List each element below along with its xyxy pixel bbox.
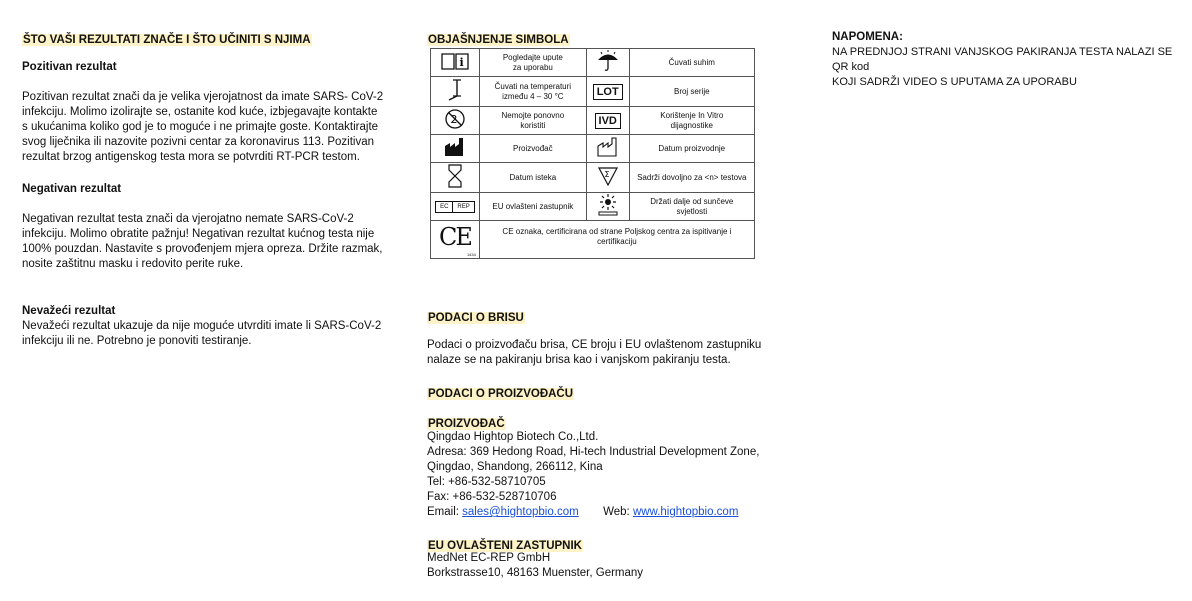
text-line: Nevažeći rezultat ukazuje da nije moguće utvrditi imate li SARS-CoV-2 bbox=[22, 320, 382, 332]
table-row bbox=[431, 107, 755, 135]
swab-text bbox=[427, 338, 767, 368]
symbol-label: Proizvođač bbox=[479, 135, 586, 163]
text-line: infekciju ili ne. Potrebno je ponoviti testiranje. bbox=[22, 335, 252, 347]
lot-icon: LOT bbox=[586, 77, 629, 107]
text-line: nalaze se na pakiranju brisa kao i vanjskom pakiranju testa. bbox=[427, 354, 731, 366]
table-row bbox=[431, 135, 755, 163]
text-line: Qingdao, Shandong, 266112, Kina bbox=[427, 461, 603, 473]
ce-mark-icon: CE 1434 bbox=[431, 221, 480, 259]
invalid-text bbox=[22, 319, 392, 349]
text-line: NA PREDNJOJ STRANI VANJSKOG PAKIRANJA TESTA NALAZI SE QR kod bbox=[832, 46, 1173, 73]
negative-heading: Negativan rezultat bbox=[22, 183, 122, 195]
note-title: NAPOMENA: bbox=[832, 31, 903, 43]
text-line: Podaci o proizvođaču brisa, CE broju i EU ovlaštenom zastupniku bbox=[427, 339, 762, 351]
text-line: infekciju. Molimo obratite pažnju! Negativan rezultat kućnog testa nije bbox=[22, 228, 375, 240]
symbol-label: Čuvati suhim bbox=[629, 49, 754, 77]
text-line: KOJI SADRŽI VIDEO S UPUTAMA ZA UPORABU bbox=[832, 76, 1077, 88]
text-line: Qingdao Hightop Biotech Co.,Ltd. bbox=[427, 431, 599, 443]
svg-text:Σ: Σ bbox=[604, 170, 610, 179]
eu-rep-title: EU OVLAŠTENI ZASTUPNIK bbox=[428, 540, 582, 552]
do-not-reuse-icon bbox=[431, 107, 480, 135]
text-line: Negativan rezultat testa znači da vjerojatno nemate SARS-CoV-2 bbox=[22, 213, 354, 225]
symbol-label: Nemojte ponovno koristiti bbox=[479, 107, 586, 135]
positive-text bbox=[22, 90, 392, 165]
text-line: Fax: +86-532-528710706 bbox=[427, 491, 557, 503]
email-label: Email: bbox=[427, 506, 459, 518]
umbrella-icon bbox=[586, 49, 629, 77]
manufacturer-info-title: PODACI O PROIZVOĐAČU bbox=[428, 388, 574, 400]
symbol-label: Datum isteka bbox=[479, 163, 586, 193]
eu-rep-text bbox=[427, 551, 767, 581]
svg-text:i: i bbox=[459, 56, 464, 69]
symbol-label: Korištenje In Vitro dijagnostike bbox=[629, 107, 754, 135]
thermometer-icon bbox=[431, 77, 480, 107]
table-row bbox=[431, 163, 755, 193]
sunlight-icon bbox=[586, 193, 629, 221]
text-line: rezultat brzog antigenskog testa mora se potvrditi RT-PCR testom. bbox=[22, 151, 360, 163]
symbol-label: Sadrži dovoljno za <n> testova bbox=[629, 163, 754, 193]
contact-line bbox=[427, 505, 767, 520]
text-line: svog liječnika ili nazovite pozivni centar za koronavirus 113. Pozitivan bbox=[22, 136, 374, 148]
swab-title: PODACI O BRISU bbox=[428, 312, 524, 324]
symbol-label: Čuvati na temperaturi između 4 – 30 °C bbox=[479, 77, 586, 107]
table-row bbox=[431, 193, 755, 221]
symbol-label: EU ovlašteni zastupnik bbox=[479, 193, 586, 221]
symbol-label: CE oznaka, certificirana od strane Poljskog centra za ispitivanje i certifikaciju bbox=[479, 221, 754, 259]
text-line: Tel: +86-532-58710705 bbox=[427, 476, 546, 488]
symbols-title: OBJAŠNJENJE SIMBOLA bbox=[428, 34, 569, 46]
ivd-icon: IVD bbox=[586, 107, 629, 135]
web-label: Web: bbox=[603, 506, 630, 518]
text-line: infekciju. Molimo izolirajte se, ostanite kod kuće, izbjegavajte kontakte bbox=[22, 106, 378, 118]
invalid-heading: Nevažeći rezultat bbox=[22, 305, 116, 317]
text-line: 100% pouzdan. Nastavite s provođenjem mjera opreza. Držite razmak, bbox=[22, 243, 383, 255]
positive-heading: Pozitivan rezultat bbox=[22, 61, 117, 73]
symbol-label: Držati dalje od sunčeve svjetlosti bbox=[629, 193, 754, 221]
web-link[interactable]: www.hightopbio.com bbox=[632, 506, 739, 518]
negative-text bbox=[22, 212, 392, 272]
symbol-label: Broj serije bbox=[629, 77, 754, 107]
text-line: Pozitivan rezultat znači da je velika vjerojatnost da imate SARS- CoV-2 bbox=[22, 91, 384, 103]
text-line: MedNet EC-REP GmbH bbox=[427, 552, 551, 564]
text-line: nosite zaštitnu masku i redovito perite ruke. bbox=[22, 258, 244, 270]
instructions-book-icon bbox=[431, 49, 480, 77]
manufacturer-text bbox=[427, 430, 767, 520]
svg-text:2: 2 bbox=[450, 113, 458, 126]
text-line: Adresa: 369 Hedong Road, Hi-tech Industrial Development Zone, bbox=[427, 446, 760, 458]
manufacture-date-icon bbox=[586, 135, 629, 163]
manufacturer-factory-icon bbox=[431, 135, 480, 163]
note-text bbox=[832, 45, 1187, 90]
email-link[interactable]: sales@hightopbio.com bbox=[462, 506, 579, 518]
ec-rep-icon: EC REP bbox=[431, 193, 480, 221]
table-row bbox=[431, 77, 755, 107]
symbols-table bbox=[430, 48, 755, 259]
text-line: s ukućanima koliko god je to moguće i ne primajte goste. Kontaktirajte bbox=[22, 121, 379, 133]
sufficient-for-tests-icon bbox=[586, 163, 629, 193]
table-row bbox=[431, 221, 755, 259]
hourglass-expiry-icon bbox=[431, 163, 480, 193]
table-row bbox=[431, 49, 755, 77]
text-line: Borkstrasse10, 48163 Muenster, Germany bbox=[427, 567, 644, 579]
results-title: ŠTO VAŠI REZULTATI ZNAČE I ŠTO UČINITI S NJIMA bbox=[23, 34, 311, 46]
symbol-label: Datum proizvodnje bbox=[629, 135, 754, 163]
symbol-label: Pogledajte upute za uporabu bbox=[479, 49, 586, 77]
manufacturer-title: PROIZVOĐAČ bbox=[428, 418, 505, 430]
